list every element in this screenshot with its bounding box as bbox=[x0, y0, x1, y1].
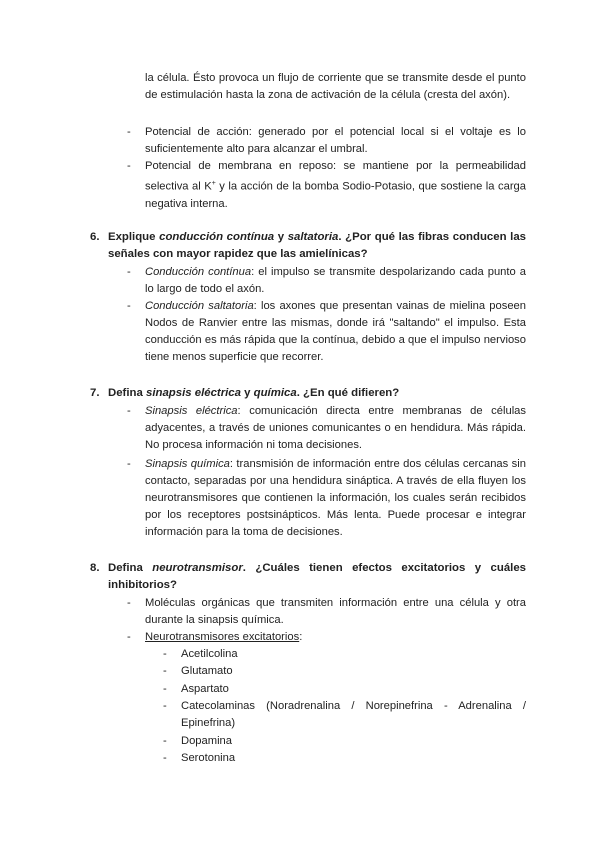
bullet-dash: - bbox=[163, 752, 167, 764]
question-number: 8. bbox=[90, 562, 100, 574]
list-item: Acetilcolina bbox=[181, 648, 238, 660]
q6-answer-continuous: Conducción contínua: el impulso se transmite despolarizando cada punto a lo largo de todo el axón. bbox=[145, 266, 526, 295]
question-6 bbox=[90, 229, 526, 263]
intro-bullet-resting-potential: Potencial de membrana en reposo: se mantiene por la permeabilidad selectiva al K+ y la acción de la bomba Sodio-Potasio, que sostiene la carga negativa interna. bbox=[145, 160, 526, 210]
list-item: Glutamato bbox=[181, 665, 233, 677]
bullet-dash: - bbox=[127, 266, 131, 278]
bullet-dash: - bbox=[163, 700, 167, 712]
bullet-dash: - bbox=[127, 160, 131, 172]
list-item: Serotonina bbox=[181, 752, 236, 764]
intro-continuation: la célula. Ésto provoca un flujo de corriente que se transmite desde el punto de estimulación hasta la zona de activación de la célula (cresta del axón). bbox=[145, 72, 526, 101]
intro-bullet-action-potential: Potencial de acción: generado por el potencial local si el voltaje es lo suficientemente alto para alcanzar el umbral. bbox=[145, 126, 526, 155]
list-item: Dopamina bbox=[181, 735, 232, 747]
q8-answer-definition: Moléculas orgánicas que transmiten información entre una célula y otra durante la sinapsis química. bbox=[145, 597, 526, 626]
bullet-dash: - bbox=[163, 735, 167, 747]
bullet-dash: - bbox=[127, 631, 131, 643]
bullet-dash: - bbox=[127, 405, 131, 417]
question-text: Defina sinapsis eléctrica y química. ¿En qué difieren? bbox=[108, 387, 400, 399]
bullet-dash: - bbox=[127, 458, 131, 470]
question-text: Explique conducción contínua y saltatoria. ¿Por qué las fibras conducen las señales con mayor rapidez que las amielínicas? bbox=[108, 231, 526, 260]
bullet-dash: - bbox=[163, 648, 167, 660]
bullet-dash: - bbox=[163, 665, 167, 677]
list-item: Aspartato bbox=[181, 683, 229, 695]
question-text: Defina neurotransmisor. ¿Cuáles tienen efectos excitatorios y cuáles inhibitorios? bbox=[108, 562, 526, 591]
bullet-dash: - bbox=[127, 126, 131, 138]
list-item: Catecolaminas (Noradrenalina / Norepinefrina - Adrenalina / Epinefrina) bbox=[181, 700, 526, 729]
bullet-dash: - bbox=[127, 300, 131, 312]
question-8 bbox=[90, 560, 526, 594]
bullet-dash: - bbox=[127, 597, 131, 609]
bullet-dash: - bbox=[163, 683, 167, 695]
q7-answer-electrical: Sinapsis eléctrica: comunicación directa entre membranas de células adyacentes, a través de uniones comunicantes o en hendidura. Más rápida. No procesa información ni toma decisiones. bbox=[145, 405, 527, 451]
q8-excitatory-heading: Neurotransmisores excitatorios: bbox=[145, 631, 303, 643]
q6-answer-saltatory: Conducción saltatoria: los axones que presentan vainas de mielina poseen Nodos de Ranvier entre las mismas, donde irá "saltando" el impulso. Esta conducción es más rápida que la contínua, debido a que el impulso nervioso tiene menos superficie que recorrer. bbox=[145, 300, 526, 363]
q7-answer-chemical: Sinapsis química: transmisión de información entre dos células cercanas sin contacto, separadas por una hendidura sináptica. A través de ella fluyen los neurotransmisores que contienen la información, los cuales serán recibidos por los receptores postsinápticos. Más lenta. Puede procesar e integrar información para la toma de decisiones. bbox=[145, 458, 526, 538]
question-number: 7. bbox=[90, 387, 100, 399]
question-7 bbox=[90, 385, 526, 402]
question-number: 6. bbox=[90, 231, 100, 243]
